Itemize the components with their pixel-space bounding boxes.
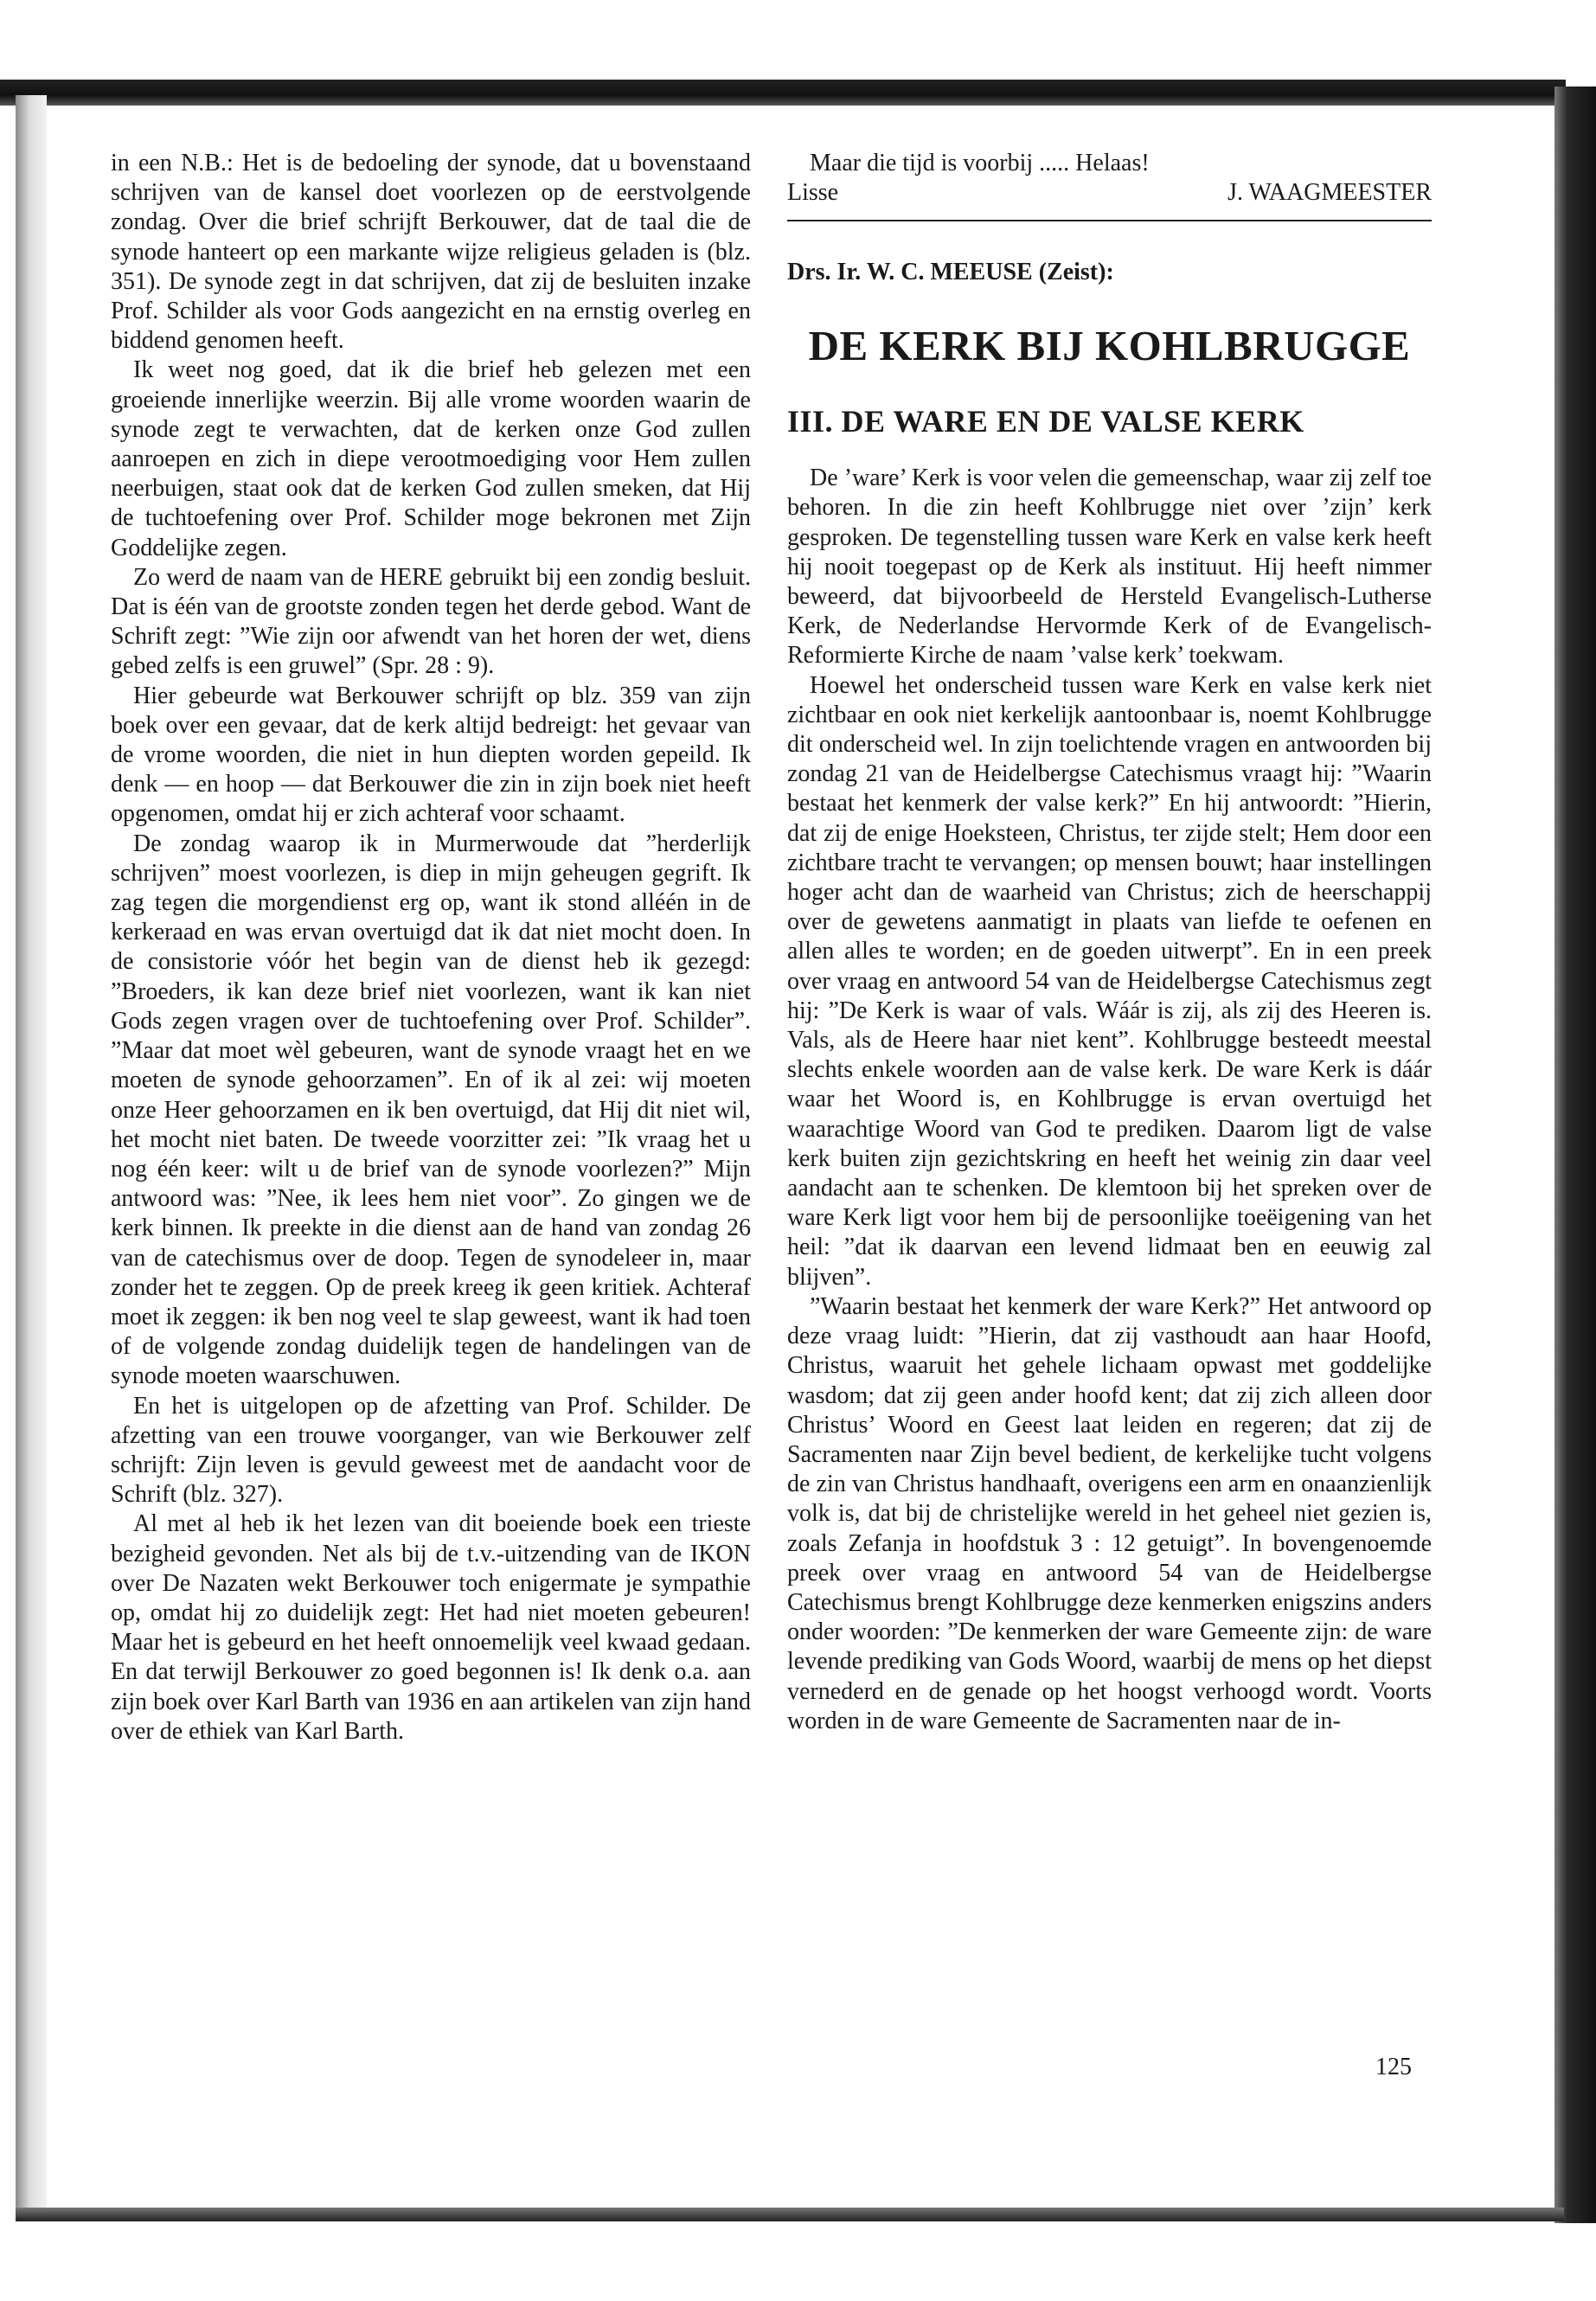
closing-line: Maar die tijd is voorbij ..... Helaas! xyxy=(810,150,1150,176)
scan-edge-right xyxy=(1554,87,1596,2223)
article-author: Drs. Ir. W. C. MEEUSE (Zeist): xyxy=(787,259,1114,286)
right-paragraph-2: Hoewel het onderscheid tussen ware Kerk en valse kerk niet zichtbaar en ook niet kerkelijk aantoonbaar is, noemt Kohlbrugge dit onderscheid wel. In zijn toelichtende vragen en antwoorden bij zondag 21 van de Heidelbergse Catechismus vraagt hij: ”Waarin bestaat het kenmerk der valse kerk?” En hij antwoordt: ”Hierin, dat zij de enige Hoeksteen, Christus, ter zijde stelt; Hem door een zichtbare tracht te vervangen; op mensen bouwt; haar instellingen hoger acht dan de waarheid van Christus; zich de heerschappij over de gewetens aanmatigt in plaats van liefde te oefenen en allen alles te worden; en de goeden uitwerpt”. En in een preek over vraag en antwoord 54 van de Heidelbergse Catechismus zegt hij: ”De Kerk is waar of vals. Wáár is zij, als zij des Heeren is. Vals, als de Heere haar niet kent”. Kohlbrugge besteedt meestal slechts enkele woorden aan de valse kerk. De ware Kerk is dáár waar het Woord is, en Kohlbrugge is ervan overtuigd het waarachtige Woord van God te prediken. Daarom ligt de valse kerk buiten zijn gezichtskring en heeft het weinig zin daar veel aandacht aan te schenken. De klemtoon bij het spreken over de ware Kerk ligt voor hem bij de persoonlijke toeëigening van het heil: ”dat ik daarvan een levend lidmaat ben en eeuwig zal blijven”. xyxy=(787,671,1432,1291)
scan-edge-left xyxy=(16,95,47,2214)
left-paragraph-7: Al met al heb ik het lezen van dit boeiende boek een trieste bezigheid gevonden. Net als bij de t.v.-uitzending van de IKON over De Nazaten wekt Berkouwer toch enigermate je sympathie op, omdat hij zo duidelijk zegt: Het had niet moeten gebeuren! Maar het is gebeurd en het heeft onnoemelijk veel kwaad gedaan. En dat terwijl Berkouwer zo goed begonnen is! Ik denk o.a. aan zijn boek over Karl Barth van 1936 en aan artikelen van zijn hand over de ethiek van Karl Barth. xyxy=(111,1510,751,1745)
right-paragraph-3: ”Waarin bestaat het kenmerk der ware Kerk?” Het antwoord op deze vraag luidt: ”Hierin, dat zij vasthoudt aan haar Hoofd, Christus, waaruit het gehele lichaam opwast met goddelijke wasdom; dat zij geen ander hoofd kent; dat zij zich alleen door Christus’ Woord en Geest laat leiden en regeren; dat zij de Sacramenten naar Zijn bevel bedient, de kerkelijke tucht volgens de zin van Christus handhaaft, overigens een arm en onaanzienlijk volk is, dat bij de christelijke wereld in het geheel niet gezien is, zoals Zefanja in hoofdstuk 3 : 12 getuigt”. In bovengenoemde preek over vraag en antwoord 54 van de Heidelbergse Catechismus brengt Kohlbrugge deze kenmerken enigszins anders onder woorden: ”De kenmerken der ware Gemeente zijn: de ware levende prediking van Gods Woord, waarbij de mens op het diepst vernederd en de genade op het hoogst verhoogd wordt. Voorts worden in de ware Gemeente de Sacramenten naar de in- xyxy=(787,1292,1432,1734)
place-name: Lisse xyxy=(787,179,839,207)
article-title: DE KERK BIJ KOHLBRUGGE xyxy=(808,322,1411,370)
left-paragraph-4: Hier gebeurde wat Berkouwer schrijft op blz. 359 van zijn boek over een gevaar, dat de kerk altijd bedreigt: het gevaar van de vrome woorden, die niet in hun diepten worden gepeild. Ik denk — en hoop — dat Berkouwer die zin in zijn boek niet heeft opgenomen, omdat hij er zich achteraf voor schaamt. xyxy=(111,682,751,828)
left-paragraph-1: in een N.B.: Het is de bedoeling der synode, dat u bovenstaand schrijven van de kansel doet voorlezen op de eerstvolgende zondag. Over die brief schrijft Berkouwer, dat de taal die de synode hanteert op een markante wijze religieus geladen is (blz. 351). De synode zegt in dat schrijven, dat zij de besluiten inzake Prof. Schilder als voor Gods aangezicht en na ernstig overleg en biddend genomen heeft. xyxy=(111,150,751,355)
right-column xyxy=(787,149,1432,1736)
left-column xyxy=(111,149,751,1747)
section-heading: III. DE WARE EN DE VALSE KERK xyxy=(787,404,1304,439)
scan-edge-top xyxy=(0,80,1566,106)
signature-line xyxy=(787,178,1432,208)
left-paragraph-3: Zo werd de naam van de HERE gebruikt bij een zondig besluit. Dat is één van de grootste zonden tegen het derde gebod. Want de Schrift zegt: ”Wie zijn oor afwendt van het horen der wet, diens gebed zelfs is een gruwel” (Spr. 28 : 9). xyxy=(111,563,751,680)
scan-edge-bottom xyxy=(16,2208,1564,2221)
left-paragraph-6: En het is uitgelopen op de afzetting van Prof. Schilder. De afzetting van een trouwe voorganger, van wie Berkouwer zelf schrijft: Zijn leven is gevuld geweest met de aandacht voor de Schrift (blz. 327). xyxy=(111,1392,751,1509)
article-divider xyxy=(787,220,1432,221)
right-paragraph-1: De ’ware’ Kerk is voor velen die gemeenschap, waar zij zelf toe behoren. In die zin heeft Kohlbrugge niet over ’zijn’ kerk gesproken. De tegenstelling tussen ware Kerk en valse kerk heeft hij nooit toegepast op de Kerk als instituut. Hij heeft nimmer beweerd, dat bijvoorbeeld de Hersteld Evangelisch-Lutherse Kerk, de Nederlandse Hervormde Kerk of de Evangelisch-Reformierte Kirche de naam ’valse kerk’ toekwam. xyxy=(787,465,1432,670)
page-number: 125 xyxy=(1375,2054,1412,2080)
signature-name: J. WAAGMEESTER xyxy=(1227,179,1432,207)
left-paragraph-5: De zondag waarop ik in Murmerwoude dat ”herderlijk schrijven” moest voorlezen, is diep in mijn geheugen gegrift. Ik zag tegen die morgendienst erg op, want ik stond alléén in de kerkeraad en was ervan overtuigd dat ik dat niet mocht doen. In de consistorie vóór het begin van de dienst heb ik gezegd: ”Broeders, ik kan deze brief niet voorlezen, want ik kan niet Gods zegen vragen over de tuchtoefening over Prof. Schilder”. ”Maar dat moet wèl gebeuren, want de synode vraagt het en we moeten de synode gehoorzamen”. En of ik al zei: wij moeten onze Heer gehoorzamen en ik ben overtuigd, dat Hij dit niet wil, het mocht niet baten. De tweede voorzitter zei: ”Ik vraag het u nog één keer: wilt u de brief van de synode voorlezen?” Mijn antwoord was: ”Nee, ik lees hem niet voor”. Zo gingen we de kerk binnen. Ik preekte in die dienst aan de hand van zondag 26 van de catechismus over de doop. Tegen de synodeleer in, maar zonder het te zeggen. Op de preek kreeg ik geen kritiek. Achteraf moet ik zeggen: ik ben nog veel te slap geweest, want ik had toen of de volgende zondag duidelijk tegen de handelingen van de synode moeten waarschuwen. xyxy=(111,830,751,1390)
left-paragraph-2: Ik weet nog goed, dat ik die brief heb gelezen met een groeiende innerlijke weerzin. Bij alle vrome woorden waarin de synode zegt te verwachten, dat de kerken onze God zullen aanroepen en zich in diepe verootmoediging voor Hem zullen neerbuigen, staat ook dat de kerken God zullen smeken, dat Hij de tuchtoefening over Prof. Schilder moge bekronen met Zijn Goddelijke zegen. xyxy=(111,356,751,561)
